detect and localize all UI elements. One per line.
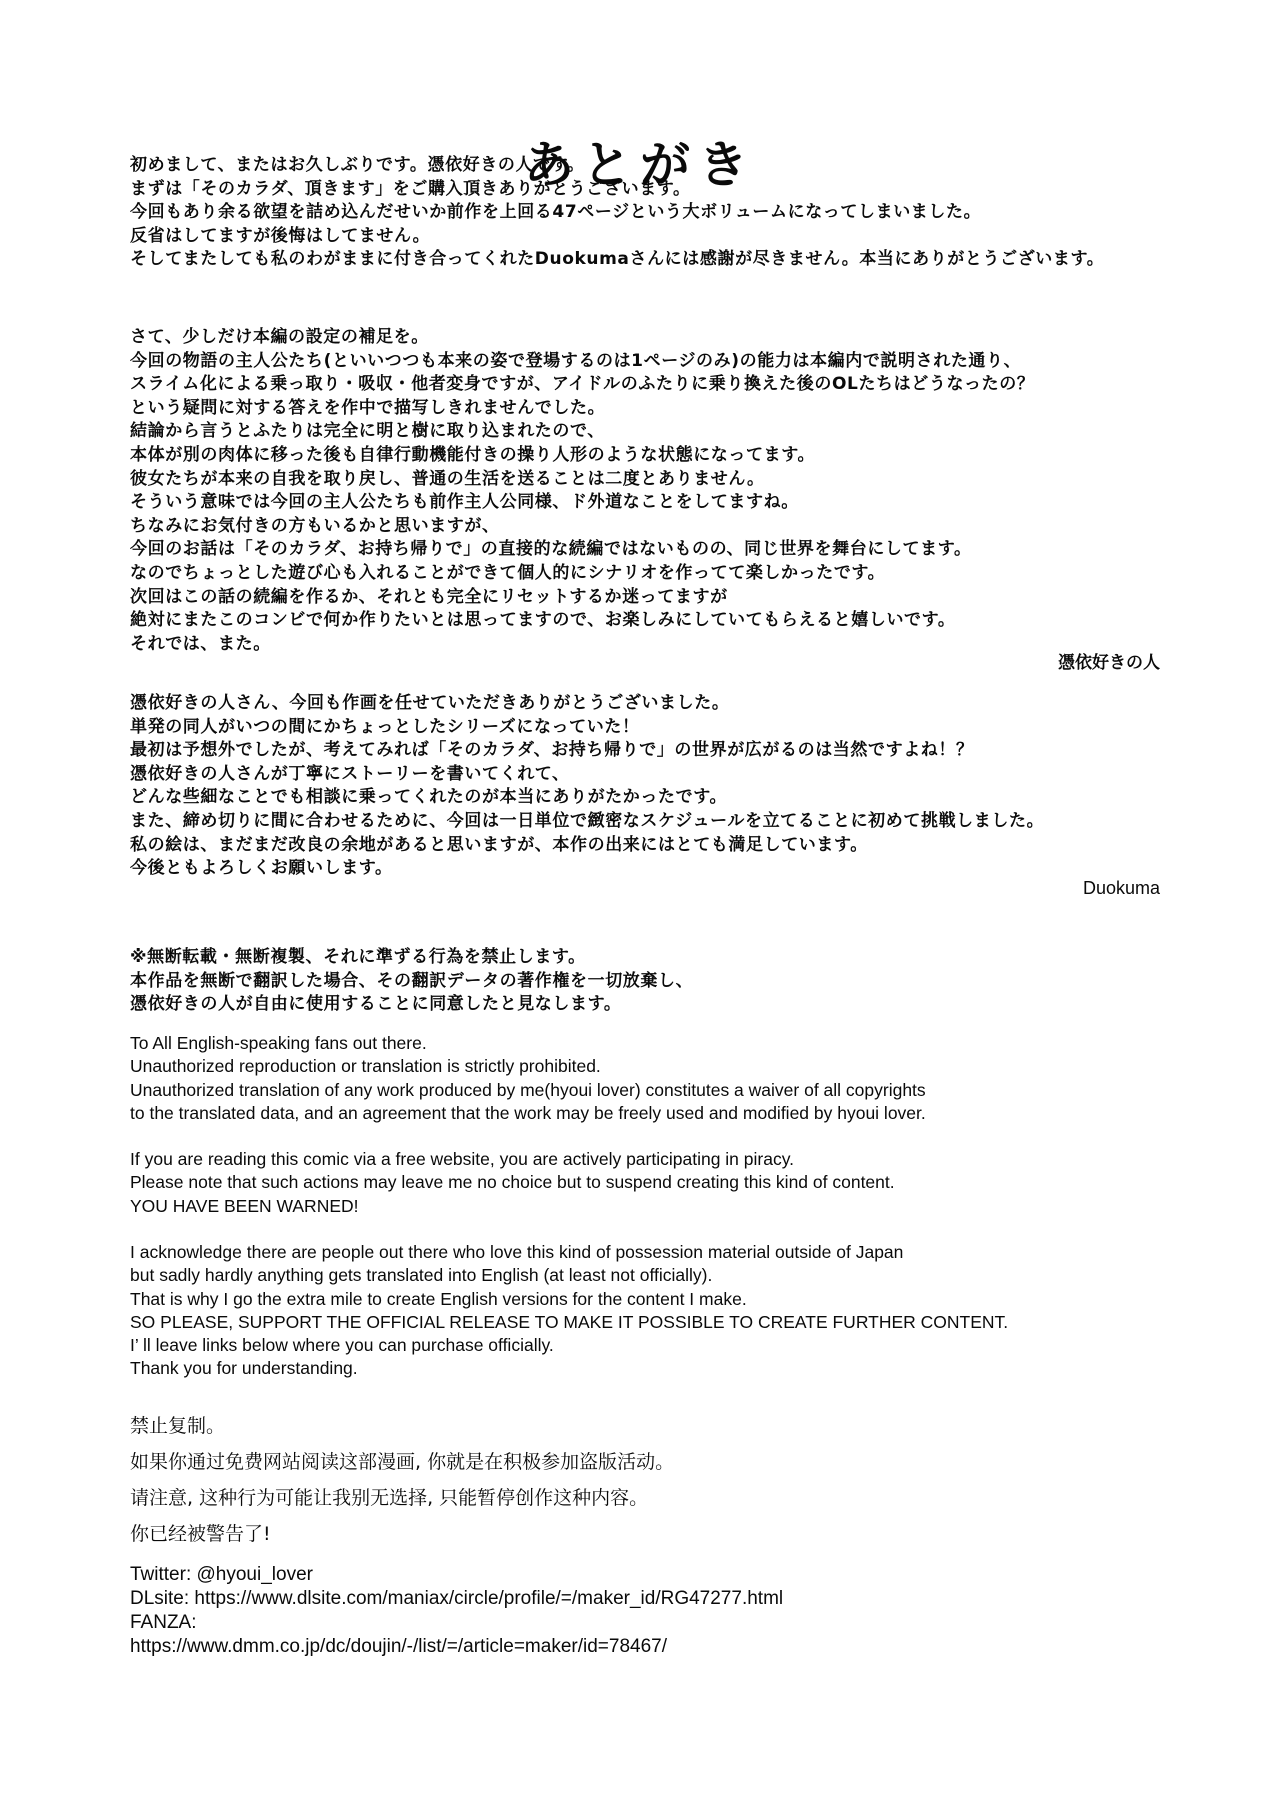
text-line: 今回のお話は「そのカラダ、お持ち帰りで」の直接的な続編ではないものの、同じ世界を舞台にしてます。 (130, 539, 972, 560)
text-line: 今後ともよろしくお願いします。 (130, 858, 393, 879)
text-line: 憑依好きの人さんが丁寧にストーリーを書いてくれて、 (130, 763, 570, 784)
text-line: スライム化による乗っ取り・吸収・他者変身ですが、アイドルのふたりに乗り換えた後のOLたちはどうなったの？ (130, 374, 1035, 395)
text-line: I acknowledge there are people out there who love this kind of possession material outside of Japan (130, 1242, 904, 1262)
text-line: どんな些細なことでも相談に乗ってくれたのが本当にありがたかったです。 (130, 787, 728, 808)
en-piracy-warning (130, 1148, 1170, 1218)
text-line: なのでちょっとした遊び心も入れることができて個人的にシナリオを作ってて楽しかったです。 (130, 562, 886, 583)
text-line: Please note that such actions may leave me no choice but to suspend creating this kind of content. (130, 1172, 895, 1193)
cn-piracy-warning (130, 1408, 1170, 1552)
text-line: 你已经被警告了! (130, 1523, 271, 1545)
text-line: but sadly hardly anything gets translated into English (at least not officially). (130, 1265, 713, 1286)
text-line: そういう意味では今回の主人公たちも前作主人公同様、ド外道なことをしてますね。 (130, 492, 799, 513)
text-line: SO PLEASE, SUPPORT THE OFFICIAL RELEASE TO MAKE IT POSSIBLE TO CREATE FURTHER CONTENT. (130, 1311, 1009, 1332)
page-title: あとがき (524, 134, 756, 194)
fanza-label: FANZA: (130, 1612, 197, 1633)
text-line: 本作品を無断で翻訳した場合、その翻訳データの著作権を一切放棄し、 (130, 970, 694, 991)
text-line: YOU HAVE BEEN WARNED! (130, 1195, 359, 1216)
author-signature: 憑依好きの人 (1058, 653, 1160, 673)
text-line: ちなみにお気付きの方もいるかと思いますが、 (130, 515, 500, 536)
text-line: 次回はこの話の続編を作るか、それとも完全にリセットするか迷ってますが (130, 586, 728, 607)
text-line: 単発の同人がいつの間にかちょっとしたシリーズになっていた！ (130, 716, 640, 737)
author-note-intro (130, 154, 1170, 272)
text-line: I’ ll leave links below where you can purchase officially. (130, 1335, 554, 1356)
text-line: That is why I go the extra mile to create English versions for the content I make. (130, 1288, 747, 1309)
text-line: 禁止复制。 (130, 1415, 226, 1437)
artist-signature: Duokuma (1082, 878, 1160, 898)
text-line: そしてまたしても私のわがままに付き合ってくれたDuokumaさんには感謝が尽きません。本当にありがとうございます。 (130, 249, 1105, 270)
text-line: 初めまして、またはお久しぶりです。憑依好きの人です。 (130, 155, 585, 175)
text-line: また、締め切りに間に合わせるために、今回は一日単位で緻密なスケジュールを立てることに初めて挑戦しました。 (130, 810, 1045, 831)
text-line: 本体が別の肉体に移った後も自律行動機能付きの操り人形のような状態になってます。 (130, 444, 816, 465)
text-line: まずは「そのカラダ、頂きます」をご購入頂きありがとうございます。 (130, 178, 691, 199)
text-line: 今回もあり余る欲望を詰め込んだせいか前作を上回る47ページという大ボリュームになってしまいました。 (130, 202, 982, 223)
text-line: 絶対にまたこのコンビで何か作りたいとは思ってますので、お楽しみにしていてもらえると嬉しいです。 (130, 610, 956, 631)
text-line: ※無断転載・無断複製、それに準ずる行為を禁止します。 (130, 947, 586, 967)
text-line: さて、少しだけ本編の設定の補足を。 (130, 327, 429, 347)
text-line: Thank you for understanding. (130, 1358, 358, 1379)
text-line: To All English-speaking fans out there. (130, 1033, 427, 1053)
text-line: 最初は予想外でしたが、考えてみれば「そのカラダ、お持ち帰りで」の世界が広がるのは当然ですよね！？ (130, 740, 974, 761)
text-line: 如果你通过免费网站阅读这部漫画, 你就是在积极参加盗版活动。 (130, 1451, 675, 1473)
twitter-link[interactable]: Twitter: @hyoui_lover (130, 1564, 313, 1585)
text-line: 憑依好きの人さん、今回も作画を任せていただきありがとうございました。 (130, 693, 730, 713)
text-line: If you are reading this comic via a free website, you are actively participating in piracy. (130, 1149, 795, 1169)
text-line: という疑問に対する答えを作中で描写しきれませんでした。 (130, 397, 606, 418)
text-line: 結論から言うとふたりは完全に明と樹に取り込まれたので、 (130, 421, 605, 442)
text-line: 私の絵は、まだまだ改良の余地があると思いますが、本作の出来にはとても満足しています。 (130, 834, 868, 855)
text-line: Unauthorized translation of any work produced by me(hyoui lover) constitutes a waiver of all copyrights (130, 1079, 926, 1100)
text-line: 请注意, 这种行为可能让我别无选择, 只能暂停创作这种内容。 (130, 1487, 649, 1509)
text-line: 彼女たちが本来の自我を取り戻し、普通の生活を送ることは二度とありません。 (130, 468, 765, 489)
text-line: Unauthorized reproduction or translation is strictly prohibited. (130, 1056, 601, 1077)
en-support-message (130, 1241, 1170, 1381)
text-line: 憑依好きの人が自由に使用することに同意したと見なします。 (130, 994, 622, 1015)
fanza-link[interactable]: https://www.dmm.co.jp/dc/doujin/-/list/=/article=maker/id=78467/ (130, 1636, 667, 1657)
jp-copyright-notice (130, 946, 1170, 1017)
text-line: それでは、また。 (130, 633, 271, 654)
en-copyright-notice (130, 1032, 1170, 1125)
artist-note (130, 692, 1170, 881)
text-line: 今回の物語の主人公たち(といいつつも本来の姿で登場するのは1ページのみ)の能力は本編内で説明された通り、 (130, 350, 1022, 371)
dlsite-link[interactable]: DLsite: https://www.dlsite.com/maniax/circle/profile/=/maker_id/RG47277.html (130, 1588, 784, 1609)
text-line: 反省はしてますが後悔はしてません。 (130, 225, 431, 246)
author-note-body (130, 326, 1170, 656)
text-line: to the translated data, and an agreement that the work may be freely used and modified by hyoui lover. (130, 1102, 926, 1123)
purchase-links (130, 1563, 1170, 1659)
